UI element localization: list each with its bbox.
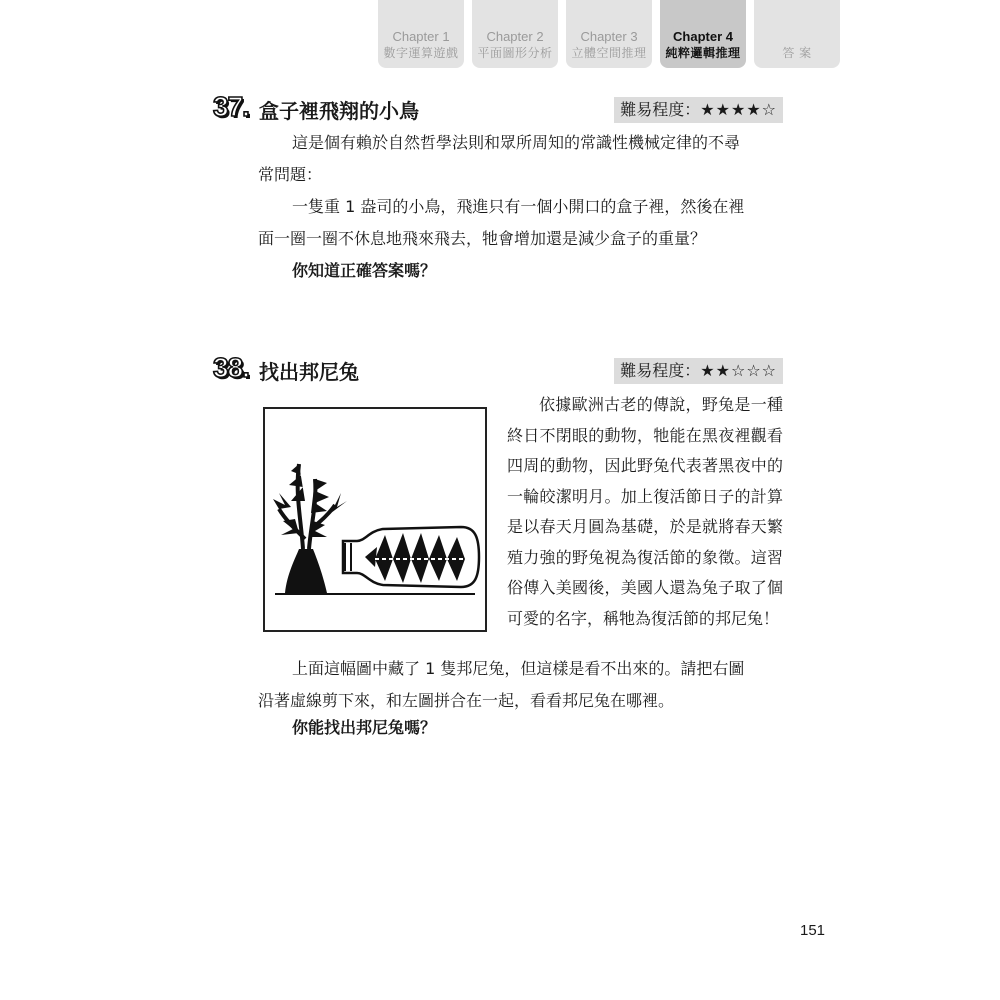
problem-37-intro: [258, 127, 788, 191]
problem-38-body: [258, 653, 788, 717]
bottle-shape: [343, 527, 479, 587]
tab-answers[interactable]: [754, 0, 840, 68]
star-rating: ★★★★☆: [700, 100, 777, 119]
chapter-tabs: [378, 0, 840, 68]
problem-37-question: [258, 255, 788, 287]
text-line: 一隻重 1 盎司的小鳥，飛進只有一個小開口的盒子裡，然後在裡: [292, 197, 745, 216]
tab-chapter-1[interactable]: [378, 0, 464, 68]
text-line: 上面這幅圖中藏了 1 隻邦尼兔，但這樣是看不出來的。請把右圖: [292, 659, 745, 678]
tab-chapter-label: Chapter 1: [392, 29, 450, 44]
tab-chapter-subtitle: 立體空間推理: [571, 46, 647, 60]
question-text: 你能找出邦尼兔嗎？: [292, 718, 437, 737]
text-line: 常問題：: [258, 165, 323, 184]
text-line: 沿著虛線剪下來，和左圖拼合在一起，看看邦尼兔在哪裡。: [258, 691, 675, 710]
difficulty-badge: [614, 97, 783, 123]
tab-chapter-label: Chapter 3: [580, 29, 638, 44]
problem-title: 找出邦尼兔: [259, 360, 359, 384]
difficulty-label: 難易程度：: [620, 361, 701, 380]
text-line: 面一圈一圈不休息地飛來飛去，牠會增加還是減少盒子的重量？: [258, 229, 707, 248]
page-number: 151: [800, 922, 826, 939]
problem-38-story: 依據歐洲古老的傳說，野兔是一種終日不閉眼的動物，牠能在黑夜裡觀看四周的動物，因此野兔代表著黑夜中的一輪皎潔明月。加上復活節日子的計算是以春天月圓為基礎，於是就將春天繁殖力強的野兔視為復活節的象徵。這習俗傳入美國後，美國人還為兔子取了個可愛的名字，稱牠為復活節的邦尼兔！: [507, 395, 783, 628]
problem-38-header: [213, 352, 783, 386]
tab-chapter-subtitle: 數字運算遊戲: [383, 46, 459, 60]
difficulty-label: 難易程度：: [620, 100, 701, 119]
problem-38-question: [258, 712, 788, 744]
tab-chapter-subtitle: 平面圖形分析: [477, 46, 553, 60]
difficulty-badge: [614, 358, 783, 384]
tab-chapter-2[interactable]: [472, 0, 558, 68]
problem-number: 38.: [213, 352, 249, 383]
text-line: 這是個有賴於自然哲學法則和眾所周知的常識性機械定律的不尋: [292, 133, 741, 152]
problem-37-header: [213, 91, 783, 125]
problem-title: 盒子裡飛翔的小鳥: [259, 99, 419, 123]
tab-chapter-4[interactable]: [660, 0, 746, 68]
problem-number: 37.: [213, 91, 249, 122]
question-text: 你知道正確答案嗎？: [292, 261, 437, 280]
tab-chapter-label: Chapter 2: [486, 29, 544, 44]
puzzle-illustration: [263, 407, 487, 632]
tab-chapter-subtitle: 答 案: [782, 46, 812, 60]
star-rating: ★★☆☆☆: [700, 361, 777, 380]
tab-chapter-label: Chapter 4: [673, 29, 733, 44]
problem-37-body: [258, 191, 788, 255]
tab-chapter-subtitle: 純粹邏輯推理: [665, 46, 741, 60]
tab-chapter-3[interactable]: [566, 0, 652, 68]
plant-and-bottle-silhouette-icon: [265, 409, 485, 630]
